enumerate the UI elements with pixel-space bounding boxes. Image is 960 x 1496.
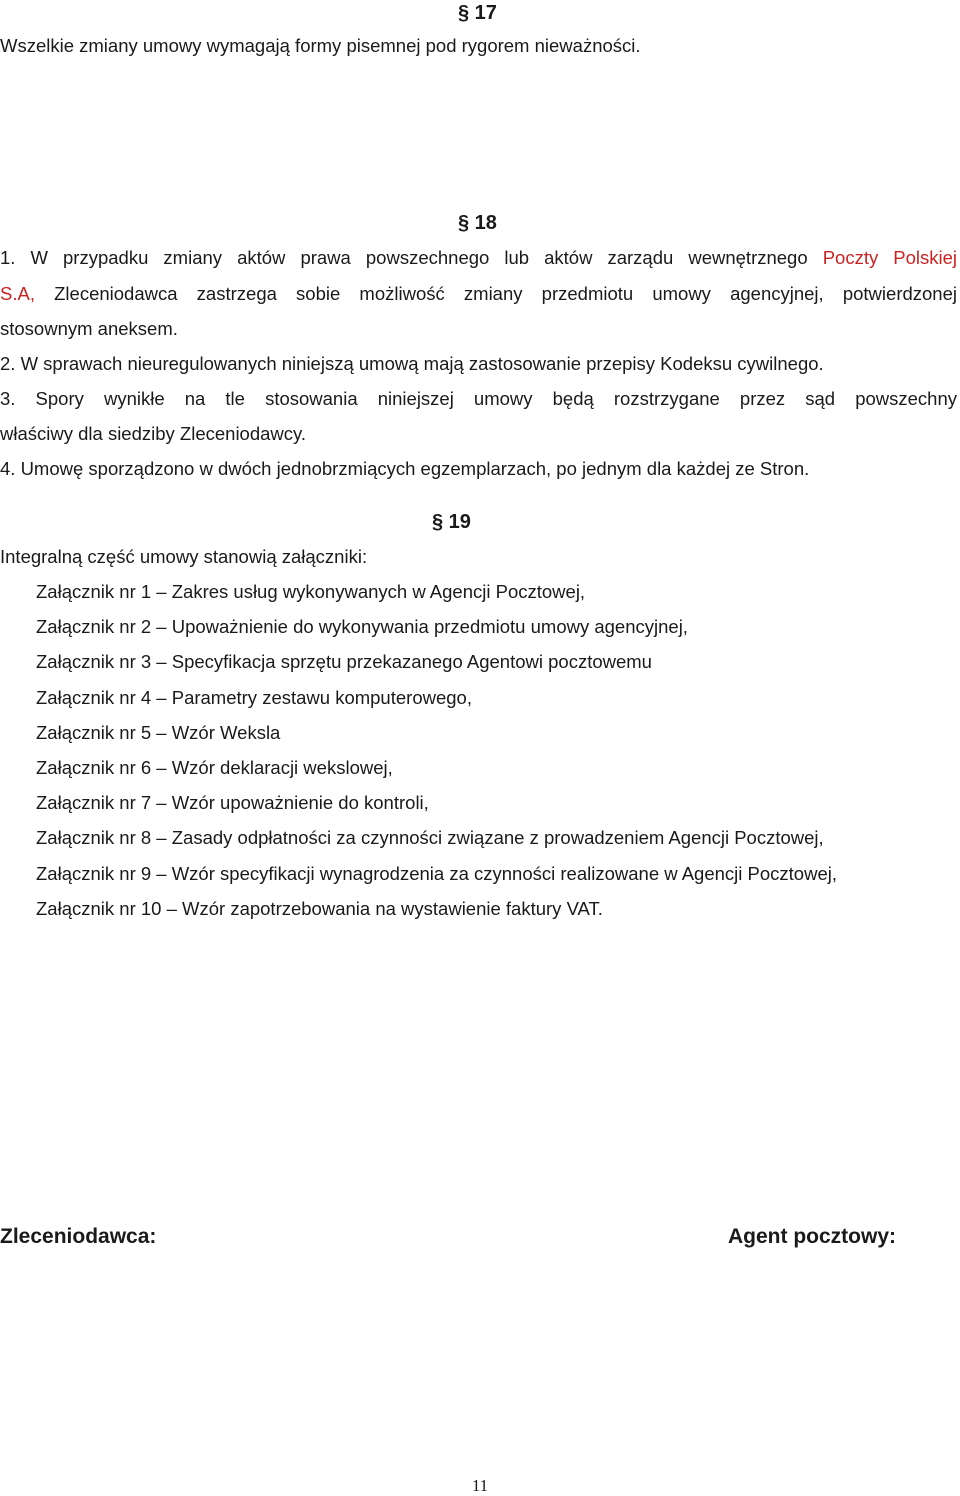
attachment-item: Załącznik nr 7 – Wzór upoważnienie do kontroli,: [36, 792, 429, 813]
section-18-point-1-line-2: [0, 282, 957, 306]
point-1-text: W przypadku zmiany aktów prawa powszechnego lub aktów zarządu wewnętrznego: [30, 247, 823, 268]
section-19-intro: Integralną część umowy stanowią załączniki:: [0, 546, 368, 567]
point-1-number: 1.: [0, 247, 16, 268]
signature-agent-label: Agent pocztowy:: [728, 1225, 896, 1248]
attachment-item: Załącznik nr 2 – Upoważnienie do wykonywania przedmiotu umowy agencyjnej,: [36, 616, 688, 637]
page-number: 11: [471, 1476, 489, 1495]
section-18-point-4: 4. Umowę sporządzono w dwóch jednobrzmiących egzemplarzach, po jednym dla każdej ze Stron.: [0, 458, 810, 479]
section-18-point-3-line-1: 3. Spory wynikłe na tle stosowania niniejszej umowy będą rozstrzygane przez sąd powszechny: [0, 388, 957, 409]
section-18-point-1-line-1: [0, 246, 957, 270]
sa-text: S.A,: [0, 283, 35, 304]
attachment-item: Załącznik nr 9 – Wzór specyfikacji wynagrodzenia za czynności realizowane w Agencji Pocztowej,: [36, 863, 837, 884]
attachment-item: Załącznik nr 1 – Zakres usług wykonywanych w Agencji Pocztowej,: [36, 581, 586, 602]
attachment-item: Załącznik nr 3 – Specyfikacja sprzętu przekazanego Agentowi pocztowemu: [36, 651, 652, 672]
section-17-heading: § 17: [458, 2, 497, 24]
section-18-point-2: 2. W sprawach nieuregulowanych niniejszą umową mają zastosowanie przepisy Kodeksu cywilnego.: [0, 353, 824, 374]
attachment-item: Załącznik nr 5 – Wzór Weksla: [36, 722, 281, 743]
section-18-point-1-line-3: stosownym aneksem.: [0, 318, 178, 339]
section-19-heading: § 19: [432, 511, 471, 533]
attachment-item: Załącznik nr 4 – Parametry zestawu komputerowego,: [36, 687, 472, 708]
signature-zleceniodawca-label: Zleceniodawca:: [0, 1225, 157, 1248]
section-17-text: Wszelkie zmiany umowy wymagają formy pisemnej pod rygorem nieważności.: [0, 35, 641, 56]
section-18-point-3-line-2: właściwy dla siedziby Zleceniodawcy.: [0, 423, 307, 444]
attachment-item: Załącznik nr 6 – Wzór deklaracji wekslowej,: [36, 757, 393, 778]
point-1-continuation: Zleceniodawca zastrzega sobie możliwość zmiany przedmiotu umowy agencyjnej, potwierdzonej: [34, 283, 957, 304]
poczty-polskiej-text: Poczty Polskiej: [822, 247, 958, 268]
section-18-heading: § 18: [458, 212, 497, 234]
attachment-item: Załącznik nr 8 – Zasady odpłatności za czynności związane z prowadzeniem Agencji Pocztowej,: [36, 827, 824, 848]
attachment-item: Załącznik nr 10 – Wzór zapotrzebowania na wystawienie faktury VAT.: [36, 898, 603, 919]
